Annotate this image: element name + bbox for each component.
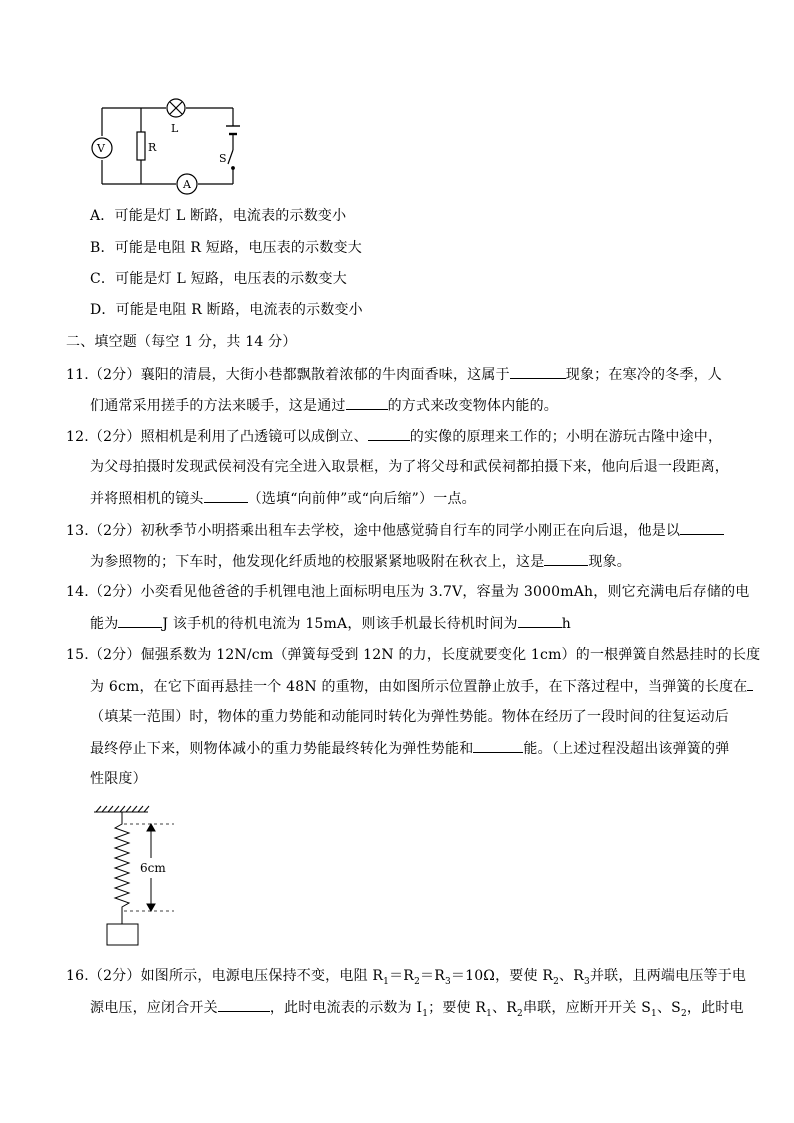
q14-line1: 14.（2分）小奕看见他爸爸的手机锂电池上面标明电压为 3.7V，容量为 3000mAh，则它充满电后存储的电 — [66, 584, 750, 600]
q12-line1: 12.（2分）照相机是利用了凸透镜可以成倒立、 的实像的原理来工作的；小明在游玩古隆中途中， — [66, 426, 722, 447]
q16-line2: 源电压，应闭合开关 ，此时电流表的示数为 $I_1$；要使 $R_1$、$R_2$串联，应断开开关 $S_1$、$S_2$，此时电 — [90, 997, 744, 1024]
q16-blank-1 — [218, 997, 270, 1012]
q16-line1: 16.（2分）如图所示，电源电压保持不变，电阻 $R_1=R_2=R_3=10\Omega$，要使 $R_2$、$R_3$并联，且两端电压等于电 — [66, 968, 747, 987]
q11-line2: 们通常采用搓手的方法来暖手，这是通过 的方式来改变物体内能的。 — [90, 395, 558, 416]
spring-diagram — [90, 800, 190, 950]
q13-line1: 13.（2分）初秋季节小明搭乘出租车去学校，途中他感觉骑自行车的同学小刚正在向后退，他是以 — [66, 520, 724, 541]
circuit-diagram — [88, 96, 248, 196]
lamp-label: L — [171, 122, 179, 135]
battery-symbol — [226, 126, 240, 134]
q14-line2: 能为 J 该手机的待机电流为 15mA，则该手机最长待机时间为 h — [90, 613, 571, 634]
spring-coil — [115, 812, 129, 924]
switch-symbol — [228, 150, 234, 169]
q10-option-d: D．可能是电阻 R 断路，电流表的示数变小 — [90, 302, 363, 318]
section-title: 二、填空题（每空 1 分，共 14 分） — [66, 334, 297, 350]
q12-line3: 并将照相机的镜头 （选填“向前伸”或“向后缩”）一点。 — [90, 488, 476, 509]
resistor-symbol — [137, 132, 145, 160]
q12-blank-1 — [368, 426, 410, 441]
q15-line5: 性限度） — [90, 771, 147, 787]
q15-blank-2 — [473, 738, 523, 753]
q13-blank-2 — [544, 551, 588, 566]
q10-option-a: A．可能是灯 L 断路，电流表的示数变小 — [90, 208, 347, 224]
resistor-label: R — [148, 141, 157, 154]
q12-blank-2 — [204, 488, 248, 503]
q14-blank-1 — [118, 613, 162, 628]
q11-blank-2 — [346, 395, 388, 410]
q14-blank-2 — [518, 613, 562, 628]
q11-line1: 11.（2分）襄阳的清晨，大街小巷都飘散着浓郁的牛肉面香味，这属于 现象；在寒冷的冬季，人 — [66, 364, 722, 385]
weight-block — [107, 924, 138, 945]
q12-line2: 为父母拍摄时发现武侯祠没有完全进入取景框，为了将父母和武侯祠都拍摄下来，他向后退一段距离， — [90, 459, 729, 475]
q13-blank-1 — [680, 520, 724, 535]
q15-blank-1 — [747, 676, 753, 691]
q13-line2: 为参照物的；下车时，他发现化纤质地的校服紧紧地吸附在秋衣上，这是 现象。 — [90, 551, 631, 572]
q15-line3: （填某一范围）时，物体的重力势能和动能同时转化为弹性势能。物体在经历了一段时间的往复运动后 — [90, 709, 729, 725]
q15-line2: 为 6cm，在它下面再悬挂一个 48N 的重物，由如图所示位置静止放手，在下落过程中，当弹簧的长度在 — [90, 676, 753, 697]
q10-option-c: C．可能是灯 L 短路，电压表的示数变大 — [90, 271, 347, 287]
q15-line4: 最终停止下来，则物体减小的重力势能最终转化为弹性势能和 能。（上述过程没超出该弹簧的弹 — [90, 738, 729, 759]
q10-option-b: B．可能是电阻 R 短路，电压表的示数变大 — [90, 240, 362, 256]
lamp-symbol — [167, 99, 185, 117]
ammeter-label: A — [183, 178, 191, 191]
spring-length-label: 6cm — [140, 861, 166, 875]
switch-label: S — [219, 152, 227, 165]
q15-line1: 15.（2分）倔强系数为 12N/cm（弹簧每受到 12N 的力，长度就要变化 1cm）的一根弹簧自然悬挂时的长度 — [66, 647, 761, 663]
q11-blank-1 — [510, 364, 566, 379]
voltmeter-label: V — [97, 142, 105, 155]
